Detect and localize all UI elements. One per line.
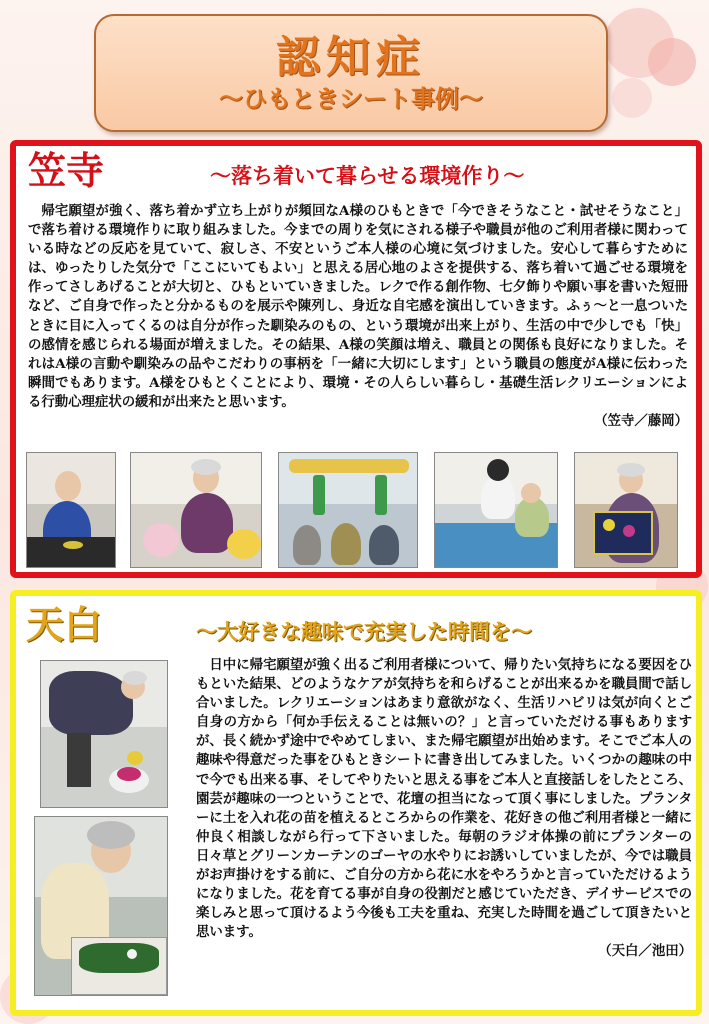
section-kasadera	[10, 140, 702, 578]
section-credit: （笠寺／藤岡）	[594, 413, 688, 430]
section-body-text: 日中に帰宅願望が強く出るご利用者様について、帰りたい気持ちになる要因をひもといた結果、どのようなケアが気持ちを和らげることが出来るかを職員間で話し合いました。レクリエーションはあまり意欲がなく、生活リハビリは気が向くとご自身の方から「何か手伝えることは無いの？」と言っていただける事もありますが、長く続かず途中でやめてしまい、また帰宅願望が出始めます。そこでご本人の趣味や得意だった事をひもときシートに書き出してみました。いくつかの趣味の中で今でも出来る事、そしてやりたいと思える事をご本人と直接話しをしたところ、園芸が趣味の一つということで、花壇の担当になって頂く事にしました。プランターに土を入れ花の苗を植えるところからの作業を、花好きの他ご利用者様と一緒に仲良く相談しながら行って下さいました。毎朝のラジオ体操の前にプランターの日々草とグリーンカーテンのゴーヤの水やりにお誘いしていましたが、今では職員がお声掛けをする前に、ご自分の方から花に水をやろうかと言っていただけるようになりました。花を育てる事が自身の役割だと感じていただき、デイサービスでの楽しみと思って頂けるよう今後も工夫を重ね、充実した時間を過ごして頂きたいと思います。	[196, 657, 692, 941]
section-body-text: 帰宅願望が強く、落ち着かず立ち上がりが頻回なA様のひもときで「今できそうなこと・試せそうなこと」で落ち着ける環境作りに取り組みました。今までの周りを気にされる様子や職員が他のご利用者様に関わっている時などの反応を見ていて、寂しさ、不安というご本人様の心境に気づけました。安心して暮らすためには、ゆったりした気分で「ここにいてもよい」と思える居心地のよさを提供する、落ち着いて過ごせる環境を作ってさしあげることが大切と、ひもといていきました。レクで作る創作物、七夕飾りや願い事を書いた短冊など、ご自身で作ったと分かるものを展示や陳列し、身近な自宅感を演出していきます。ふぅ〜と一息ついたときに目に入ってくるのは自分が作った馴染みのもの、という環境が出来上がり、生活の中で少しでも「快」の感情を感じられる場面が増えました。その結果、A様の笑顔は増え、職員との関係も良好になりました。それはA様の言動や馴染みの品やこだわりの事柄を「一緒に大切にします」という職員の態度がA様に伝わった瞬間でもあります。A様をひもとくことにより、環境・その人らしい暮らし・基礎生活レクリエーションによる行動心理症状の緩和が出来たと思います。	[28, 203, 688, 410]
cherry-blossom-decoration	[648, 38, 696, 86]
photo-tanabata-decorations	[278, 452, 418, 568]
section-tenpaku	[10, 590, 702, 1016]
title-banner	[94, 14, 608, 132]
page-title: 認知症	[276, 32, 426, 83]
photo-resident-artwork	[574, 452, 678, 568]
section-name: 天白	[26, 602, 103, 647]
photo-resident-crafting	[26, 452, 116, 568]
section-body	[196, 656, 692, 962]
section-subtitle: 〜落ち着いて暮らせる環境作り〜	[210, 164, 525, 188]
photo-group-activity	[434, 452, 558, 568]
photo-watering-plants	[40, 660, 168, 808]
cherry-blossom-decoration	[612, 78, 652, 118]
section-credit: （天白／池田）	[598, 943, 692, 960]
photo-planting-flowers	[34, 816, 168, 996]
section-body	[28, 202, 688, 431]
section-name: 笠寺	[28, 148, 105, 193]
photo-resident-flowers	[130, 452, 262, 568]
section-subtitle: 〜大好きな趣味で充実した時間を〜	[196, 620, 532, 644]
page-subtitle: 〜ひもときシート事例〜	[219, 85, 483, 113]
